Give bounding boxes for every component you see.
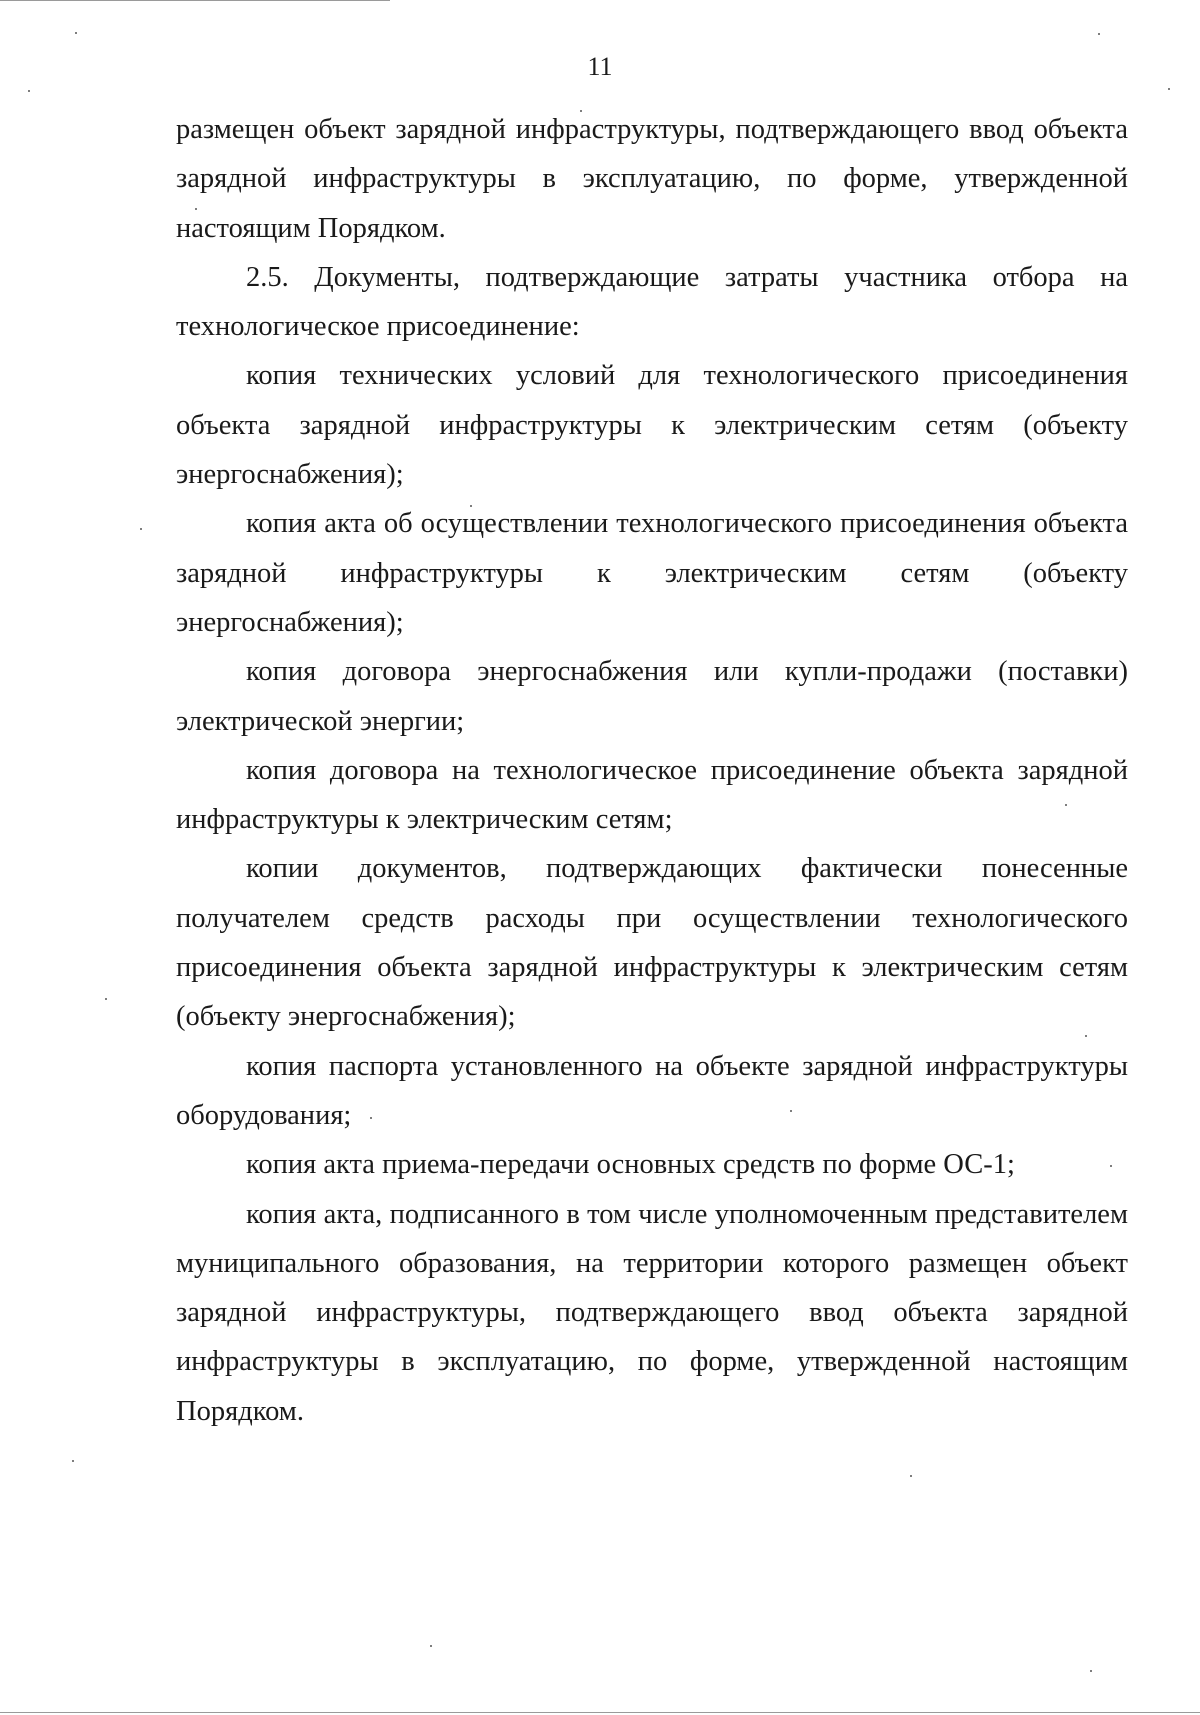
scan-speck [1098,33,1100,35]
scan-speck [1090,1670,1092,1672]
paragraph: копии документов, подтверждающих фактически понесенные получателем средств расходы при осуществлении технологического присоединения объекта зарядной инфраструктуры к электрическим сетям (объекту энергоснабжения); [176,853,1128,1033]
scan-speck [72,1460,74,1462]
paragraph: копия договора на технологическое присоединение объекта зарядной инфраструктуры к электрическим сетям; [176,754,1128,836]
scan-speck [75,32,77,34]
paragraph: копия паспорта установленного на объекте зарядной инфраструктуры оборудования; [176,1050,1128,1131]
scan-speck [140,528,142,530]
paragraph: копия акта, подписанного в том числе уполномоченным представителем муниципального образования, на территории которого размещен объект зарядной инфраструктуры, подтверждающего ввод объекта зарядной инфраструктуры в эксплуатацию, по форме, утвержденной настоящим Порядком. [176,1198,1128,1427]
scan-speck [910,1475,912,1477]
paragraph: копия акта приема-передачи основных средств по форме ОС-1; [246,1149,1015,1181]
scan-speck [1168,88,1170,90]
scan-speck [430,1645,432,1647]
paragraph: копия договора энергоснабжения или купли-продажи (поставки) электрической энергии; [176,656,1128,737]
paragraph: размещен объект зарядной инфраструктуры, подтверждающего ввод объекта зарядной инфраструктуры в эксплуатацию, по форме, утвержденной настоящим Порядком. [176,114,1128,244]
top-scan-edge [0,0,390,1]
page-number: 11 [587,52,613,81]
paragraph: копия акта об осуществлении технологического присоединения объекта зарядной инфраструктуры к электрическим сетям (объекту энергоснабжения); [176,508,1128,638]
scan-speck [28,90,30,92]
bottom-scan-edge [0,1712,1200,1713]
paragraph: копия технических условий для технологического присоединения объекта зарядной инфраструктуры к электрическим сетям (объекту энергоснабжения); [176,360,1128,491]
document-body [176,105,1128,1436]
paragraph: 2.5. Документы, подтверждающие затраты участника отбора на технологическое присоединение: [176,261,1128,343]
scan-speck [105,998,107,1000]
